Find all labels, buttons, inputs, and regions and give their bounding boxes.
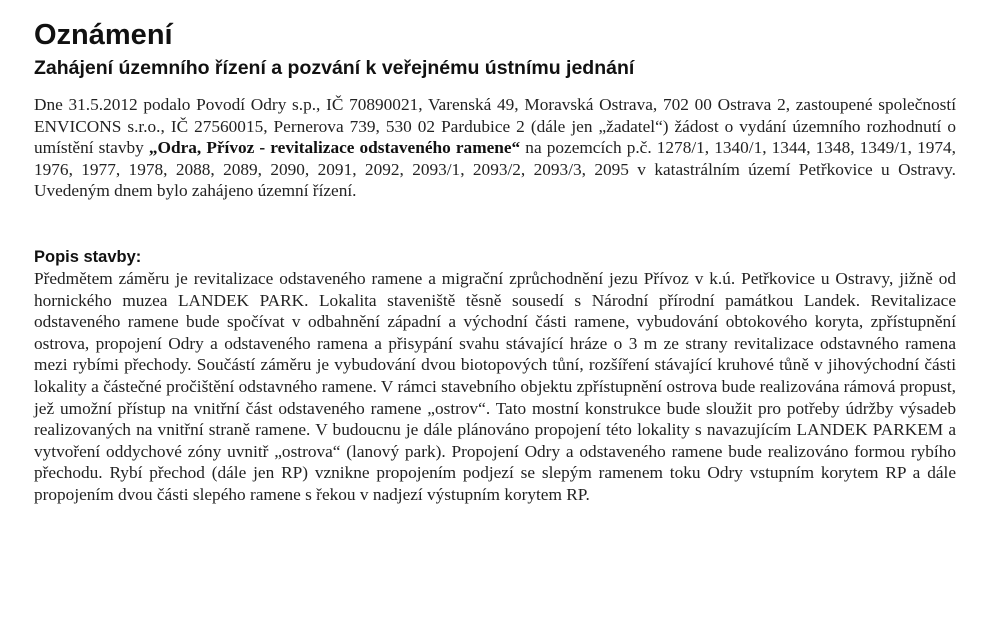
intro-paragraph xyxy=(34,94,956,202)
intro-text-end: na pozemcích p.č. 1278/1, 1340/1, 1344, 1348, 1349/1, 1974, 1976, 1977, 1978, 2088, 2089, 2090, 2091, 2092, 2093/1, 2093/2, 2093/3, 2095 v katastrálním území Petřkovice u Ostravy. Uvedeným dnem bylo zahájeno územní řízení. xyxy=(34,138,956,201)
intro-text-start: Dne 31.5.2012 podalo Povodí Odry s.p., IČ 70890021, Varenská 49, Moravská Ostrava, 702 00 Ostrava 2, zastoupené společností ENVICONS s.r.o., IČ 27560015, Pernerova 739, 530 02 Pardubice 2 (dále jen „žadatel“) žádost o vydání územního rozhodnutí o umístění stavby xyxy=(34,95,956,158)
document-subtitle: Zahájení územního řízení a pozvání k veřejnému ústnímu jednání xyxy=(34,57,635,79)
project-name: „Odra, Přívoz - revitalizace odstaveného ramene“ xyxy=(148,138,521,158)
section-heading: Popis stavby: xyxy=(34,248,142,266)
document-title: Oznámení xyxy=(34,19,173,51)
section-body: Předmětem záměru je revitalizace odstaveného ramene a migrační zprůchodnění jezu Přívoz v k.ú. Petřkovice u Ostravy, jižně od hornického muzea LANDEK PARK. Lokalita staveniště těsně sousedí s Národní přírodní památkou Landek. Revitalizace odstaveného ramene bude spočívat v odbahnění západní a východní části ramene, vybudování obtokového koryta, zpřístupnění ostrova, propojení Odry a odstaveného ramena a přisypání svahu stávající hráze o 3 m ze strany revitalizace odstavného ramena mezi rybími přechody. Součástí záměru je vybudování dvou biotopových tůní, rozšíření stávající kruhové tůně v jihovýchodní části lokality a částečné pročištění odstavného ramene. V rámci stavebního objektu zpřístupnění ostrova bude realizována rámová propust, jež umožní přístup na vnitřní část odstaveného ramene „ostrov“. Tato mostní konstrukce bude sloužit pro potřeby údržby výsadeb realizovaných na vnitřní straně ramene. V budoucnu je dále plánováno propojení této lokality s navazujícím LANDEK PARKEM a vytvoření oddychové zóny uvnitř „ostrova“ (lanový park). Propojení Odry a odstaveného ramene bude realizováno formou rybího přechodu. Rybí přechod (dále jen RP) vznikne propojením podjezí se slepým ramenem toku Odry vstupním korytem RP a dále propojením dvou části slepého ramene s řekou v nadjezí výstupním korytem RP. xyxy=(34,269,956,504)
